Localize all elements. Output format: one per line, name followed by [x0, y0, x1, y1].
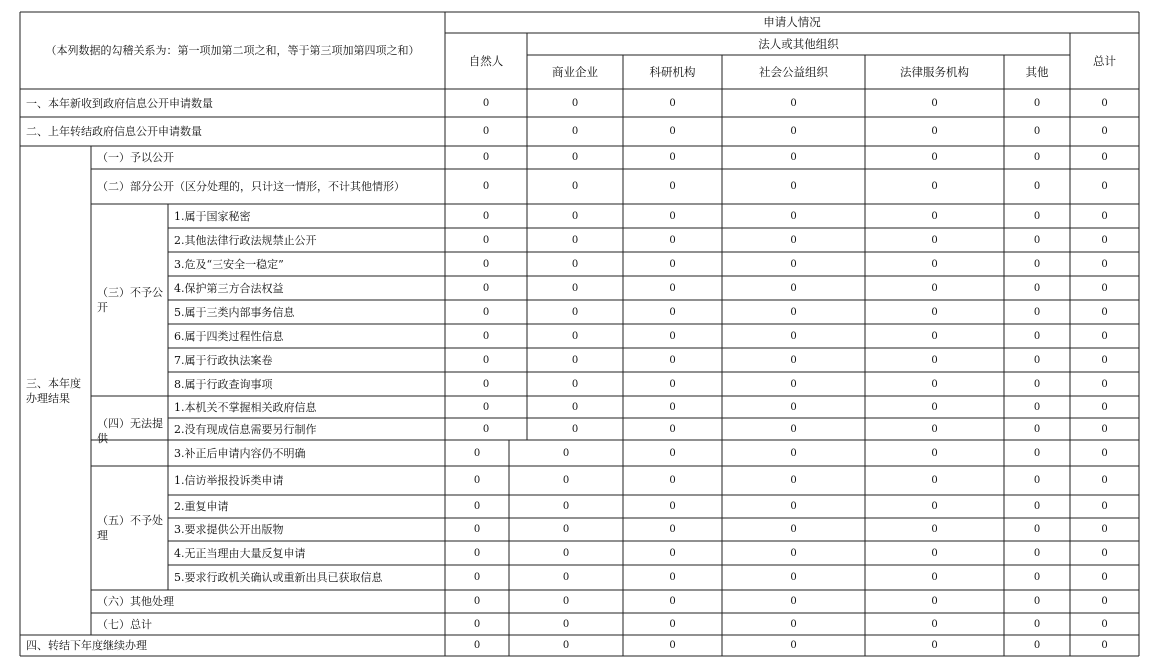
- value-cell: 0: [931, 475, 938, 486]
- value-cell: 0: [482, 378, 490, 390]
- value-cell: 0: [1033, 181, 1041, 192]
- value-cell: 0: [931, 330, 938, 342]
- value-cell: 0: [482, 97, 490, 109]
- value-cell: 0: [1033, 97, 1041, 109]
- value-cell: 0: [473, 501, 481, 512]
- row-label: 一、本年新收到政府信息公开申请数量: [26, 96, 213, 110]
- value-cell: 0: [1101, 501, 1108, 512]
- value-cell: 0: [473, 572, 481, 583]
- value-cell: 0: [790, 501, 797, 512]
- row-label: 7.属于行政执法案卷: [174, 353, 273, 367]
- value-cell: 0: [931, 547, 938, 559]
- value-cell: 0: [1101, 596, 1108, 607]
- header-subcolumn: 社会公益组织: [759, 64, 828, 79]
- value-cell: 0: [669, 501, 676, 512]
- value-cell: 0: [790, 572, 797, 583]
- value-cell: 0: [1033, 596, 1041, 607]
- value-cell: 0: [1101, 401, 1108, 413]
- row-label: 1.信访举报投诉类申请: [174, 474, 284, 487]
- header-subcolumn: 其他: [1025, 64, 1049, 79]
- value-cell: 0: [562, 547, 570, 559]
- value-cell: 0: [1101, 475, 1108, 486]
- value-cell: 0: [790, 596, 797, 607]
- value-cell: 0: [562, 640, 570, 651]
- value-cell: 0: [571, 330, 579, 342]
- row-label: 1.本机关不掌握相关政府信息: [174, 400, 317, 414]
- value-cell: 0: [931, 401, 938, 413]
- header-total: 总计: [1093, 53, 1116, 68]
- value-cell: 0: [1101, 126, 1108, 137]
- row-label: （六）其他处理: [97, 595, 174, 608]
- row-label: 2.没有现成信息需要另行制作: [174, 422, 317, 436]
- value-cell: 0: [1033, 640, 1041, 651]
- row-label: 4.无正当理由大量反复申请: [174, 546, 306, 560]
- value-cell: 0: [562, 524, 570, 535]
- value-cell: 0: [669, 234, 676, 246]
- header-legal-group: 法人或其他组织: [758, 36, 839, 51]
- value-cell: 0: [562, 501, 570, 512]
- value-cell: 0: [931, 524, 938, 535]
- value-cell: 0: [482, 210, 490, 222]
- value-cell: 0: [931, 97, 938, 109]
- header-subcolumn: 法律服务机构: [900, 64, 969, 79]
- value-cell: 0: [931, 258, 938, 270]
- value-cell: 0: [482, 152, 490, 163]
- value-cell: 0: [669, 378, 676, 390]
- value-cell: 0: [790, 126, 797, 137]
- value-cell: 0: [669, 572, 676, 583]
- value-cell: 0: [669, 423, 676, 435]
- value-cell: 0: [669, 401, 676, 413]
- header-subcolumn: 商业企业: [552, 64, 598, 79]
- value-cell: 0: [571, 97, 579, 109]
- value-cell: 0: [1101, 97, 1108, 109]
- value-cell: 0: [669, 596, 676, 607]
- value-cell: 0: [562, 596, 570, 607]
- value-cell: 0: [1101, 618, 1108, 630]
- row-label: 3.补正后申请内容仍不明确: [174, 446, 306, 460]
- value-cell: 0: [473, 618, 481, 630]
- value-cell: 0: [482, 282, 490, 294]
- value-cell: 0: [790, 330, 797, 342]
- value-cell: 0: [790, 640, 797, 651]
- value-cell: 0: [669, 547, 676, 559]
- value-cell: 0: [790, 618, 797, 630]
- value-cell: 0: [482, 401, 490, 413]
- value-cell: 0: [1101, 640, 1108, 651]
- value-cell: 0: [562, 572, 570, 583]
- value-cell: 0: [1033, 378, 1041, 390]
- value-cell: 0: [931, 306, 938, 318]
- value-cell: 0: [669, 524, 676, 535]
- section-label-results: 三、本年度办理结果: [26, 376, 81, 405]
- value-cell: 0: [669, 282, 676, 294]
- value-cell: 0: [482, 330, 490, 342]
- value-cell: 0: [669, 330, 676, 342]
- value-cell: 0: [790, 401, 797, 413]
- value-cell: 0: [931, 234, 938, 246]
- value-cell: 0: [571, 210, 579, 222]
- row-label: 二、上年转结政府信息公开申请数量: [26, 125, 202, 138]
- value-cell: 0: [931, 423, 938, 435]
- value-cell: 0: [571, 234, 579, 246]
- value-cell: 0: [1033, 330, 1041, 342]
- value-cell: 0: [473, 640, 481, 651]
- value-cell: 0: [562, 447, 570, 459]
- value-cell: 0: [931, 501, 938, 512]
- row-label: 3.危及“三安全一稳定”: [174, 257, 284, 271]
- value-cell: 0: [571, 152, 579, 163]
- value-cell: 0: [931, 210, 938, 222]
- group-label-not-disclosed: （三）不予公开: [97, 286, 163, 314]
- group-label-not-processed: （五）不予处理: [97, 514, 163, 542]
- value-cell: 0: [790, 306, 797, 318]
- value-cell: 0: [1101, 306, 1108, 318]
- value-cell: 0: [669, 354, 676, 366]
- value-cell: 0: [473, 447, 481, 459]
- value-cell: 0: [669, 152, 676, 163]
- value-cell: 0: [473, 547, 481, 559]
- value-cell: 0: [790, 97, 797, 109]
- value-cell: 0: [931, 181, 938, 192]
- header-applicant-status: 申请人情况: [763, 15, 821, 29]
- value-cell: 0: [1033, 354, 1041, 366]
- value-cell: 0: [1033, 401, 1041, 413]
- value-cell: 0: [1101, 210, 1108, 222]
- value-cell: 0: [571, 282, 579, 294]
- header-natural-person: 自然人: [468, 53, 504, 68]
- value-cell: 0: [1033, 258, 1041, 270]
- row-label: （一）予以公开: [97, 151, 174, 164]
- value-cell: 0: [790, 475, 797, 486]
- value-cell: 0: [562, 618, 570, 630]
- header-subcolumn: 科研机构: [649, 64, 696, 79]
- value-cell: 0: [482, 234, 490, 246]
- header-note: （本列数据的勾稽关系为：第一项加第二项之和，等于第三项加第四项之和）: [45, 44, 420, 57]
- value-cell: 0: [931, 152, 938, 163]
- value-cell: 0: [790, 447, 797, 459]
- value-cell: 0: [482, 423, 490, 435]
- value-cell: 0: [571, 306, 579, 318]
- value-cell: 0: [571, 258, 579, 270]
- value-cell: 0: [1033, 618, 1041, 630]
- value-cell: 0: [473, 596, 481, 607]
- value-cell: 0: [931, 640, 938, 651]
- value-cell: 0: [1033, 501, 1041, 512]
- value-cell: 0: [562, 475, 570, 486]
- value-cell: 0: [790, 378, 797, 390]
- value-cell: 0: [931, 618, 938, 630]
- value-cell: 0: [931, 378, 938, 390]
- value-cell: 0: [1033, 234, 1041, 246]
- value-cell: 0: [1033, 210, 1041, 222]
- value-cell: 0: [571, 126, 579, 137]
- group-label-cannot-provide: （四）无法提供: [97, 417, 163, 445]
- value-cell: 0: [931, 282, 938, 294]
- value-cell: 0: [571, 181, 579, 192]
- value-cell: 0: [1101, 181, 1108, 192]
- value-cell: 0: [669, 210, 676, 222]
- value-cell: 0: [571, 401, 579, 413]
- value-cell: 0: [1101, 234, 1108, 246]
- value-cell: 0: [1033, 282, 1041, 294]
- value-cell: 0: [790, 354, 797, 366]
- value-cell: 0: [571, 354, 579, 366]
- value-cell: 0: [1033, 306, 1041, 318]
- value-cell: 0: [1101, 152, 1108, 163]
- row-label: 8.属于行政查询事项: [174, 377, 273, 391]
- value-cell: 0: [669, 126, 676, 137]
- value-cell: 0: [669, 618, 676, 630]
- value-cell: 0: [1101, 447, 1108, 459]
- value-cell: 0: [1101, 423, 1108, 435]
- row-label: （二）部分公开（区分处理的，只计这一情形，不计其他情形）: [97, 180, 405, 193]
- value-cell: 0: [931, 447, 938, 459]
- value-cell: 0: [931, 572, 938, 583]
- value-cell: 0: [473, 475, 481, 486]
- value-cell: 0: [482, 258, 490, 270]
- value-cell: 0: [1101, 572, 1108, 583]
- value-cell: 0: [482, 126, 490, 137]
- value-cell: 0: [790, 181, 797, 192]
- value-cell: 0: [1101, 258, 1108, 270]
- value-cell: 0: [1033, 447, 1041, 459]
- value-cell: 0: [790, 258, 797, 270]
- value-cell: 0: [790, 234, 797, 246]
- row-label: 6.属于四类过程性信息: [174, 329, 284, 343]
- value-cell: 0: [931, 354, 938, 366]
- value-cell: 0: [931, 596, 938, 607]
- value-cell: 0: [669, 181, 676, 192]
- value-cell: 0: [1033, 524, 1041, 535]
- value-cell: 0: [669, 640, 676, 651]
- value-cell: 0: [1101, 330, 1108, 342]
- row-label: 1.属于国家秘密: [174, 209, 251, 223]
- value-cell: 0: [669, 447, 676, 459]
- value-cell: 0: [790, 423, 797, 435]
- value-cell: 0: [1033, 423, 1041, 435]
- row-label: 2.重复申请: [174, 500, 229, 513]
- value-cell: 0: [482, 354, 490, 366]
- value-cell: 0: [790, 282, 797, 294]
- value-cell: 0: [1033, 572, 1041, 583]
- value-cell: 0: [571, 378, 579, 390]
- value-cell: 0: [1101, 354, 1108, 366]
- value-cell: 0: [482, 181, 490, 192]
- value-cell: 0: [1101, 547, 1108, 559]
- value-cell: 0: [1033, 547, 1041, 559]
- row-label: 5.要求行政机关确认或重新出具已获取信息: [174, 571, 383, 584]
- row-label: 4.保护第三方合法权益: [174, 281, 284, 295]
- value-cell: 0: [571, 423, 579, 435]
- row-label: 2.其他法律行政法规禁止公开: [174, 233, 317, 247]
- value-cell: 0: [1101, 524, 1108, 535]
- row-label: （七）总计: [97, 617, 152, 631]
- value-cell: 0: [1101, 378, 1108, 390]
- value-cell: 0: [790, 210, 797, 222]
- value-cell: 0: [473, 524, 481, 535]
- value-cell: 0: [1033, 126, 1041, 137]
- value-cell: 0: [669, 306, 676, 318]
- value-cell: 0: [1033, 475, 1041, 486]
- value-cell: 0: [790, 152, 797, 163]
- value-cell: 0: [931, 126, 938, 137]
- value-cell: 0: [482, 306, 490, 318]
- value-cell: 0: [669, 258, 676, 270]
- row-label: 3.要求提供公开出版物: [174, 523, 284, 536]
- value-cell: 0: [1033, 152, 1041, 163]
- value-cell: 0: [790, 524, 797, 535]
- row-label: 四、转结下年度继续办理: [26, 639, 147, 652]
- row-label: 5.属于三类内部事务信息: [174, 305, 295, 319]
- value-cell: 0: [669, 97, 676, 109]
- value-cell: 0: [669, 475, 676, 486]
- value-cell: 0: [790, 547, 797, 559]
- value-cell: 0: [1101, 282, 1108, 294]
